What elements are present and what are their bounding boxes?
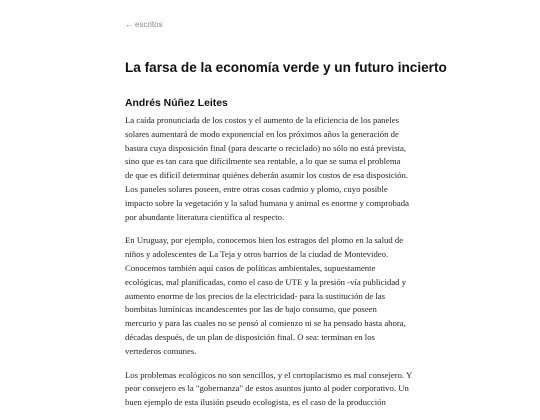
paragraph-line: de que es difícil determinar quiénes deberán asumir los costos de esa disposición. xyxy=(125,170,408,181)
paragraph-line: basura cuya disposición final (para descarte o reciclado) no sólo no está prevista, xyxy=(125,142,407,153)
paragraph-line: décadas después, de un plan de disposición final. O sea: terminan en los xyxy=(125,331,375,342)
paragraph-line: Los paneles solares poseen, entre otras cosas cadmio y plomo, cuyo posible xyxy=(125,183,388,194)
paragraph-line: Conocemos también aquí casos de políticas ambientales, supuestamente xyxy=(125,262,376,273)
paragraph-line: niños y adolescentes de La Teja y otros barrios de la ciudad de Montevideo. xyxy=(125,249,389,260)
article-body xyxy=(125,114,417,420)
paragraph-line: peor consejero es la "gobernanza" de estos asuntos junto al poder corporativo. Un xyxy=(125,383,409,394)
paragraph-line: impacto sobre la vegetación y la salud humana y animal es enorme y comprobada xyxy=(125,197,409,208)
paragraph-line: La caída pronunciada de los costos y el aumento de la eficiencia de los paneles xyxy=(125,115,400,125)
paragraph-line: Los problemas ecológicos no son sencillos, y el cortoplacismo es mal consejero. Y xyxy=(125,369,413,380)
article-paragraph xyxy=(125,114,417,224)
paragraph-line: bombitas lumínicas incandescentes por las de bajo consumo, que poseen xyxy=(125,304,377,315)
paragraph-line: mercurio y para las cuales no se pensó al comienzo ni se ha pensado hasta ahora, xyxy=(125,318,406,329)
article-author: Andrés Núñez Leites xyxy=(125,98,228,109)
paragraph-line: En Uruguay, por ejemplo, conocemos bien los estragos del plomo en la salud de xyxy=(125,235,404,246)
back-arrow-icon: ← xyxy=(125,20,133,29)
article-title: La farsa de la economía verde y un futuro incierto xyxy=(125,60,447,75)
paragraph-line: sino que es tan cara que difícilmente sea rentable, a lo que se suma el problema xyxy=(125,156,401,167)
article-paragraph xyxy=(125,369,417,410)
back-to-escritos-link[interactable] xyxy=(125,20,163,29)
back-link-label: escritos xyxy=(135,20,163,29)
article-paragraph xyxy=(125,234,417,358)
paragraph-line: vertederos comunes. xyxy=(125,345,197,356)
paragraph-line: ecológicas, mal planificadas, como el caso de UTE y la presión -vía publicidad y xyxy=(125,276,407,287)
paragraph-line: por abundante literatura científica al respecto. xyxy=(125,211,285,222)
paragraph-line: aumento enorme de los precios de la electricidad- para la sustitución de las xyxy=(125,290,386,301)
paragraph-line: buen ejemplo de esta ilusión pseudo ecologista, es el caso de la producción xyxy=(125,397,386,408)
paragraph-line: solares aumentará de modo exponencial en los próximos años la generación de xyxy=(125,128,399,139)
